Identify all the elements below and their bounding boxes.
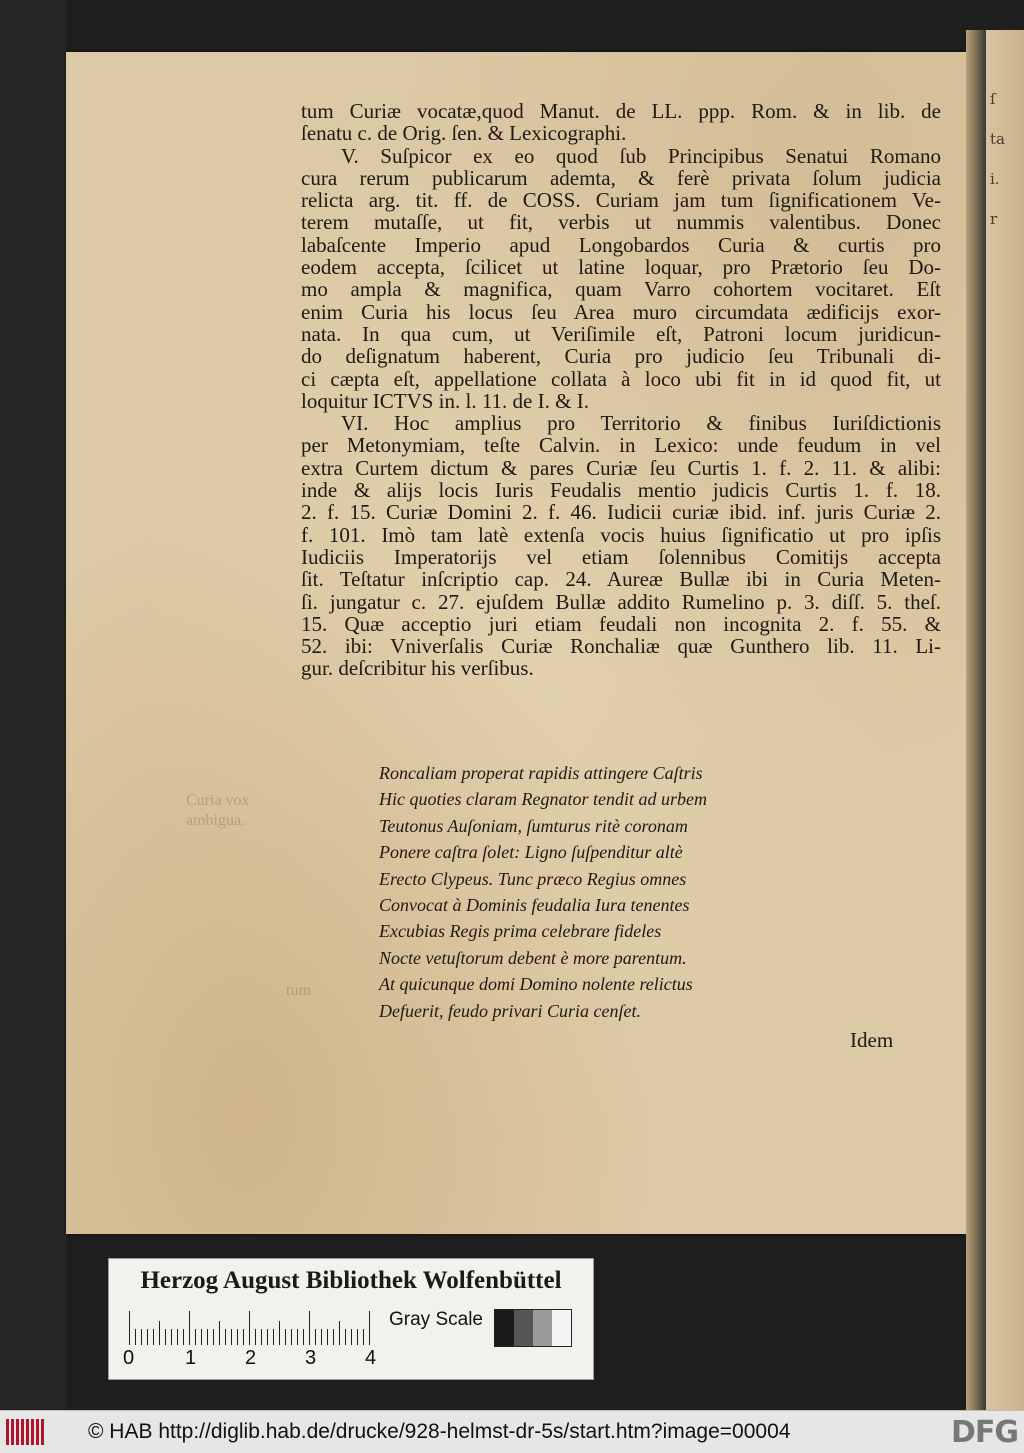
ruler-tick — [297, 1329, 298, 1345]
footer-copyright-url[interactable]: © HAB http://diglib.hab.de/drucke/928-helmst-dr-5s/start.htm?image=00004 — [88, 1420, 791, 1443]
verse-line: Erecto Clypeus. Tunc præco Regius omnes — [379, 868, 687, 889]
text-line: labaſcente Imperio apud Longobardos Curia & curtis pro — [301, 232, 941, 257]
ruler-tick — [327, 1329, 328, 1345]
text-line: ſi. jungatur c. 27. ejuſdem Bullæ addito Rumelino p. 3. diſſ. 5. theſ. — [301, 589, 941, 614]
text-line: extra Curtem dictum & pares Curiæ ſeu Curtis 1. f. 2. 11. & alibi: — [301, 455, 941, 480]
ruler-tick — [261, 1329, 262, 1345]
library-label-card — [108, 1258, 594, 1380]
text-line: f. 101. Imò tam latè extenſa vocis huius ſignificatio ut pro ipſis — [301, 522, 941, 547]
ruler-tick — [237, 1329, 238, 1345]
ruler-tick — [183, 1329, 184, 1345]
ruler-tick — [201, 1329, 202, 1345]
text-line: per Metonymiam, teſte Calvin. in Lexico: unde feudum in vel — [301, 433, 941, 458]
text-line: enim Curia his locus ſeu Area muro circumdata ædificijs exor- — [301, 299, 941, 324]
ruler-tick — [189, 1311, 190, 1345]
page-body-text — [301, 100, 941, 680]
text-line: gur. deſcribitur his verſibus. — [301, 656, 534, 681]
next-page-strip: ſ ta i. r — [986, 30, 1024, 1410]
text-line: ci cæpta eſt, appellatione collata à loco ubi fit in id quod fit, ut — [301, 366, 941, 391]
ruler-number: 2 — [245, 1347, 257, 1369]
gray-scale-label: Gray Scale — [389, 1309, 483, 1330]
library-name: Herzog August Bibliothek Wolfenbüttel — [140, 1267, 562, 1294]
scan-left-margin — [0, 0, 66, 1410]
gray-scale-swatches — [494, 1309, 572, 1347]
verse-line: Defuerit, feudo privari Curia cenſet. — [379, 1000, 641, 1021]
ruler-tick — [255, 1329, 256, 1345]
verse-line: Ponere caſtra ſolet: Ligno ſuſpenditur altè — [379, 842, 683, 863]
ruler-tick — [315, 1329, 316, 1345]
ruler-number: 0 — [123, 1347, 135, 1369]
text-line: nata. In qua cum, ut Veriſimile eſt, Patroni locum juridicun- — [301, 321, 941, 346]
ruler-number: 1 — [185, 1347, 197, 1369]
verse-line: At quicunque domi Domino nolente relictus — [379, 974, 693, 995]
ruler-tick — [345, 1329, 346, 1345]
text-line: do deſignatum haberent, Curia pro judicio ſeu Tribunali di- — [301, 344, 941, 369]
ruler-tick — [279, 1321, 280, 1345]
ruler-tick — [129, 1311, 130, 1345]
ruler-tick — [303, 1329, 304, 1345]
dfg-logo: DFG — [950, 1415, 1018, 1450]
text-line: inde & alijs locis Iuris Feudalis mentio judicis Curtis 1. f. 18. — [301, 478, 941, 503]
ruler-tick — [159, 1321, 160, 1345]
text-line: mo ampla & magnifica, quam Varro cohortem vocitaret. Eſt — [301, 277, 941, 302]
text-line: 2. f. 15. Curiæ Domini 2. f. 46. Iudicii curiæ ibid. inf. juris Curiæ 2. — [301, 500, 941, 525]
ruler-tick — [177, 1329, 178, 1345]
ruler-tick — [135, 1329, 136, 1345]
ruler-tick — [249, 1311, 250, 1345]
ruler-tick — [309, 1311, 310, 1345]
verse-line: Teutonus Auſoniam, ſumturus ritè coronam — [379, 815, 688, 836]
text-line: 15. Quæ acceptio juri etiam feudali non incognita 2. f. 55. & — [301, 611, 941, 636]
footer-bar — [0, 1410, 1024, 1453]
ruler-tick — [141, 1329, 142, 1345]
verse-quotation — [379, 760, 819, 1024]
verse-line: Nocte vetuſtorum debent è more parentum. — [379, 947, 687, 968]
verse-line: Roncaliam properat rapidis attingere Caſtris — [379, 763, 703, 783]
ruler-number: 3 — [305, 1347, 317, 1369]
ruler-tick — [267, 1329, 268, 1345]
ruler-tick — [369, 1311, 370, 1345]
text-line: loquitur ICTVS in. l. 11. de I. & I. — [301, 388, 589, 413]
text-line: V. Suſpicor ex eo quod ſub Principibus Senatui Romano — [341, 143, 941, 168]
verse-line: Excubias Regis prima celebrare fideles — [379, 921, 662, 942]
text-line: ſit. Teſtatur inſcriptio cap. 24. Aureæ Bullæ ibi in Curia Meten- — [301, 567, 941, 592]
text-line: ſenatu c. de Orig. ſen. & Lexicographi. — [301, 121, 627, 146]
gray-swatch — [495, 1310, 514, 1346]
ruler-tick — [219, 1321, 220, 1345]
ruler-tick — [339, 1321, 340, 1345]
ruler-tick — [321, 1329, 322, 1345]
text-line: eodem accepta, ſcilicet ut latine loquar, pro Prætorio ſeu Do- — [301, 255, 941, 280]
ruler-tick — [213, 1329, 214, 1345]
ruler-tick — [291, 1329, 292, 1345]
text-line: relicta arg. tit. ff. de COSS. Curiam jam tum ſignificationem Ve- — [301, 188, 941, 213]
text-line: tum Curiæ vocatæ,quod Manut. de LL. ppp. Rom. & in lib. de — [301, 99, 941, 123]
ruler-tick — [285, 1329, 286, 1345]
ruler-tick — [357, 1329, 358, 1345]
ruler-tick — [231, 1329, 232, 1345]
gray-swatch — [552, 1310, 571, 1346]
text-line: terem mutaſſe, ut fit, verbis ut nummis valentibus. Donec — [301, 210, 941, 235]
ruler-tick — [363, 1329, 364, 1345]
gray-swatch — [533, 1310, 552, 1346]
hab-logo-icon — [6, 1419, 46, 1445]
verse-line: Hic quoties claram Regnator tendit ad urbem — [379, 789, 707, 810]
ruler-tick — [147, 1329, 148, 1345]
ruler-tick — [225, 1329, 226, 1345]
text-line: cura rerum publicarum ademta, & ferè privata ſolum judicia — [301, 165, 941, 190]
text-line: VI. Hoc amplius pro Territorio & finibus Iuriſdictionis — [341, 411, 941, 436]
ruler-tick — [333, 1329, 334, 1345]
ruler-tick — [165, 1329, 166, 1345]
ruler-tick — [351, 1329, 352, 1345]
ruler-tick — [243, 1329, 244, 1345]
ruler-tick — [171, 1329, 172, 1345]
text-line: 52. ibi: Vniverſalis Curiæ Ronchaliæ quæ Gunthero lib. 11. Li- — [301, 634, 941, 659]
ruler-tick — [195, 1329, 196, 1345]
ruler-tick — [207, 1329, 208, 1345]
book-page: Curia vox ambigua. tum — [66, 52, 966, 1234]
verse-line: Convocat à Dominis feudalia Iura tenentes — [379, 894, 690, 915]
measurement-ruler — [129, 1305, 379, 1345]
catchword: Idem — [850, 1028, 894, 1052]
next-page-edge — [966, 30, 986, 1410]
ruler-tick — [273, 1329, 274, 1345]
gray-swatch — [514, 1310, 533, 1346]
text-line: Iudiciis Imperatorijs vel etiam ſolennibus Comitijs accepta — [301, 544, 941, 569]
ruler-number: 4 — [365, 1347, 377, 1369]
ruler-tick — [153, 1329, 154, 1345]
